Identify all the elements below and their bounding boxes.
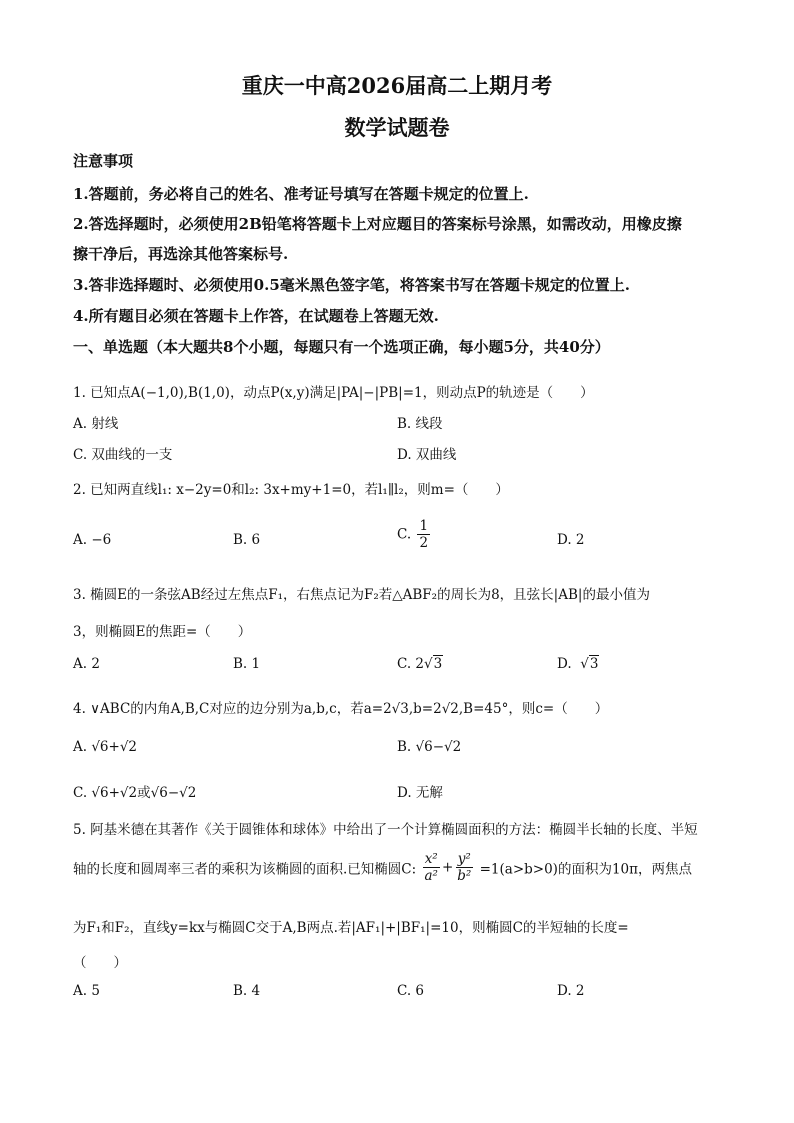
stem-text: =1(a>b>0)的面积为10π，两焦点 bbox=[479, 861, 692, 878]
question-3-option-d bbox=[557, 656, 599, 672]
note-4: 4.所有题目必须在答题卡上作答，在试题卷上答题无效. bbox=[73, 307, 439, 325]
question-2-option-b: B. 6 bbox=[233, 532, 261, 548]
fraction-denominator: a² bbox=[424, 868, 438, 884]
question-2-stem: 2. 已知两直线l₁: x−2y=0和l₂: 3x+my+1=0，若l₁∥l₂，则m=（ ） bbox=[73, 482, 509, 498]
question-2-option-a: A. −6 bbox=[73, 532, 112, 548]
notes-heading: 注意事项 bbox=[73, 152, 134, 170]
question-1-option-a: A. 射线 bbox=[73, 416, 119, 432]
question-1-option-b: B. 线段 bbox=[397, 416, 443, 432]
note-3: 3.答非选择题时、必须使用0.5毫米黑色签字笔，将答案书写在答题卡规定的位置上. bbox=[73, 276, 630, 294]
section-heading: 一、单选题（本大题共8个小题，每题只有一个选项正确，每小题5分，共40分） bbox=[73, 338, 610, 356]
question-2-option-d: D. 2 bbox=[557, 532, 585, 548]
fraction-numerator: y² bbox=[457, 851, 471, 867]
question-5-option-b: B. 4 bbox=[233, 983, 261, 999]
question-1-stem: 1. 已知点A(−1,0),B(1,0)，动点P(x,y)满足|PA|−|PB|=1，则动点P的轨迹是（ ） bbox=[73, 385, 594, 401]
question-4-option-a: A. √6+√2 bbox=[73, 739, 138, 755]
sqrt-sign: √ bbox=[424, 656, 433, 672]
option-c-label: C. 2 bbox=[397, 656, 425, 672]
question-5-stem-line-4: （ ） bbox=[73, 955, 127, 971]
radicand: 3 bbox=[589, 656, 599, 672]
question-3-option-a: A. 2 bbox=[73, 656, 100, 672]
question-1-option-d: D. 双曲线 bbox=[397, 447, 457, 463]
fraction-numerator: 1 bbox=[419, 518, 429, 534]
stem-text: 轴的长度和圆周率三者的乘积为该椭圆的面积.已知椭圆C: bbox=[73, 861, 417, 878]
option-c-label: C. bbox=[397, 526, 412, 543]
question-5-option-d: D. 2 bbox=[557, 983, 585, 999]
question-3-option-c bbox=[397, 656, 443, 672]
question-5-stem-line-1: 5. 阿基米德在其著作《关于圆锥体和球体》中给出了一个计算椭圆面积的方法：椭圆半长轴的长度、半短 bbox=[73, 822, 698, 838]
question-5-stem-line-3: 为F₁和F₂，直线y=kx与椭圆C交于A,B两点.若|AF₁|+|BF₁|=10，则椭圆C的半短轴的长度= bbox=[73, 920, 629, 936]
note-2-line-1: 2.答选择题时，必须使用2B铅笔将答题卡上对应题目的答案标号涂黑，如需改动，用橡皮擦 bbox=[73, 215, 682, 233]
fraction bbox=[417, 518, 430, 551]
question-5-option-c: C. 6 bbox=[397, 983, 425, 999]
fraction-x bbox=[422, 851, 439, 884]
question-5-stem-line-2 bbox=[73, 851, 692, 884]
fraction-numerator: x² bbox=[424, 851, 438, 867]
question-1-option-c: C. 双曲线的一支 bbox=[73, 447, 173, 463]
fraction-denominator: 2 bbox=[419, 535, 429, 551]
question-4-option-d: D. 无解 bbox=[397, 785, 443, 801]
question-4-option-b: B. √6−√2 bbox=[397, 739, 462, 755]
question-3-stem-line-2: 3，则椭圆E的焦距=（ ） bbox=[73, 624, 252, 640]
question-2-option-c bbox=[397, 518, 432, 551]
sqrt-sign: √ bbox=[580, 656, 589, 672]
radicand: 3 bbox=[433, 656, 443, 672]
plus-sign: + bbox=[441, 859, 454, 876]
page-subtitle: 数学试题卷 bbox=[344, 115, 450, 140]
note-2-line-2: 擦干净后，再选涂其他答案标号. bbox=[73, 245, 289, 263]
fraction-y bbox=[455, 851, 473, 884]
fraction-denominator: b² bbox=[457, 868, 472, 884]
question-3-stem-line-1: 3. 椭圆E的一条弦AB经过左焦点F₁，右焦点记为F₂若△ABF₂的周长为8，且弦长|AB|的最小值为 bbox=[73, 587, 650, 603]
note-1: 1.答题前，务必将自己的姓名、准考证号填写在答题卡规定的位置上. bbox=[73, 185, 529, 203]
question-4-stem: 4. ∨ABC的内角A,B,C对应的边分别为a,b,c，若a=2√3,b=2√2,B=45°，则c=（ ） bbox=[73, 701, 609, 717]
question-3-option-b: B. 1 bbox=[233, 656, 261, 672]
question-4-option-c: C. √6+√2或√6−√2 bbox=[73, 785, 197, 801]
option-d-label: D. bbox=[557, 656, 572, 672]
question-5-option-a: A. 5 bbox=[73, 983, 100, 999]
page-title: 重庆一中高2026届高二上期月考 bbox=[241, 73, 553, 98]
